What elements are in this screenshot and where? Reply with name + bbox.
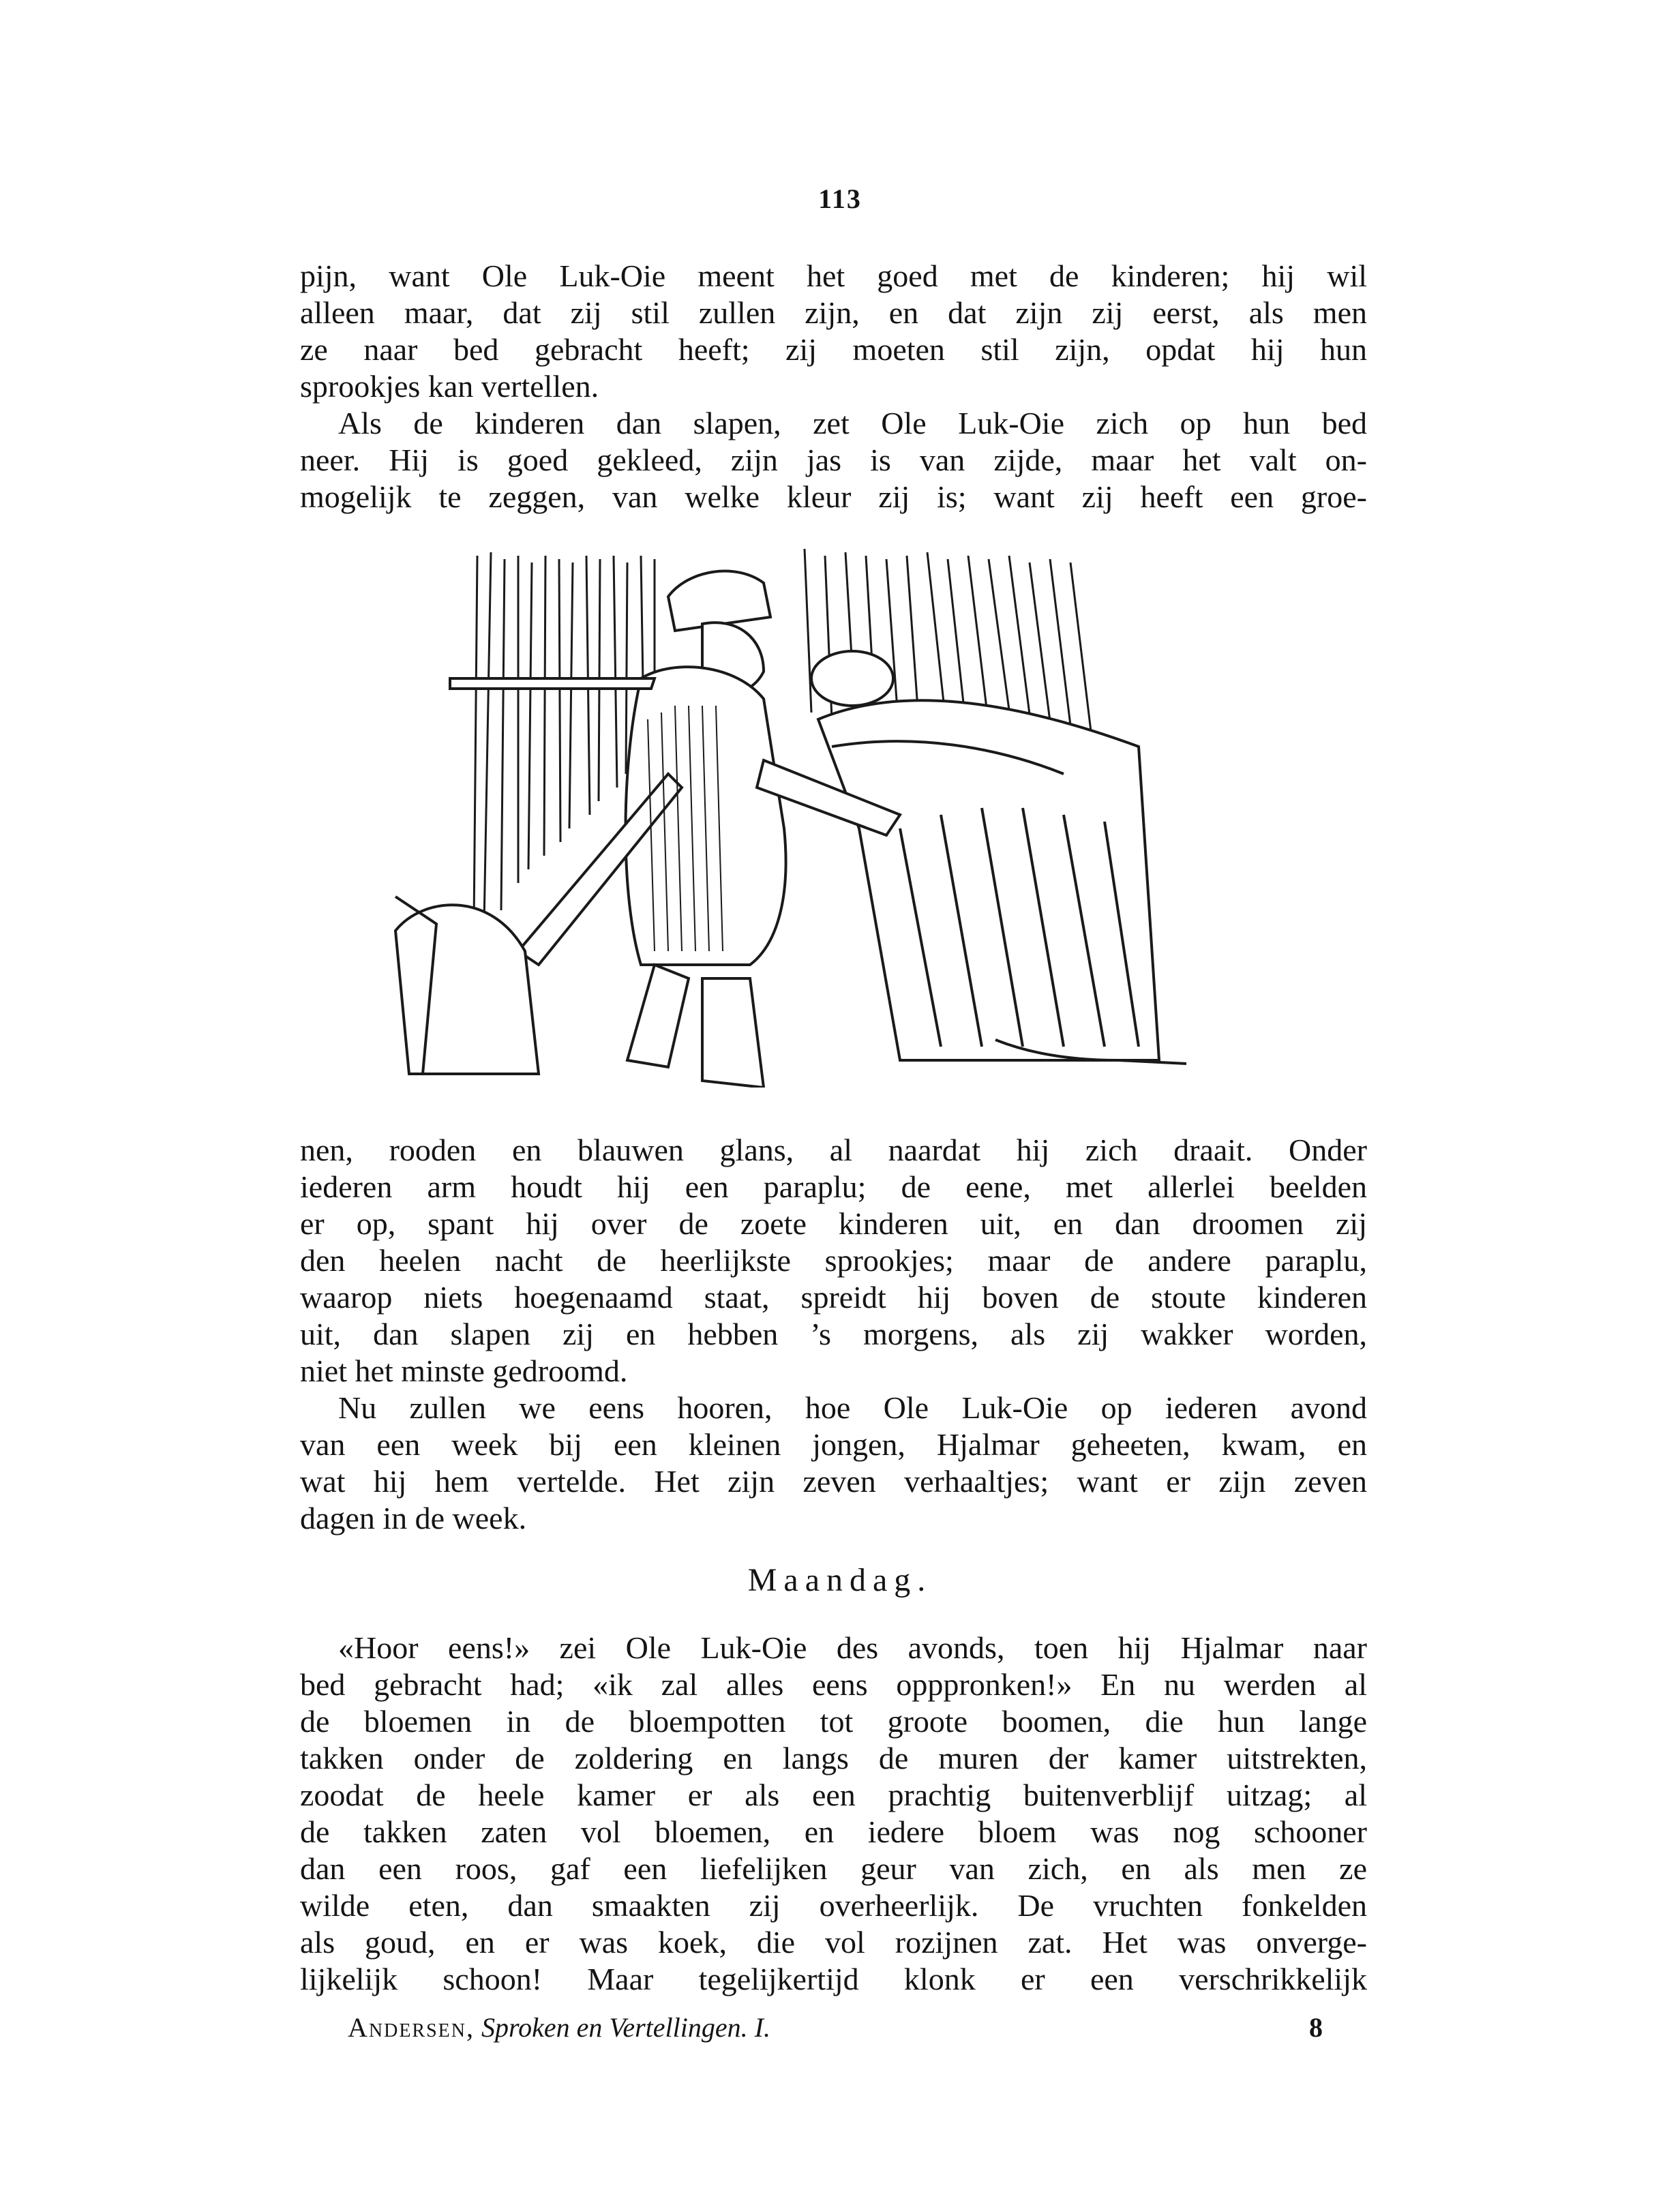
text-line: er op, spant hij over de zoete kinderen uit, en dan droomen zij bbox=[300, 1206, 1367, 1241]
text-line: wilde eten, dan smaakten zij overheerlijk. De vruchten fonkelden bbox=[300, 1888, 1367, 1923]
page-number: 113 bbox=[818, 183, 862, 214]
text-line: neer. Hij is goed gekleed, zijn jas is van zijde, maar het valt on- bbox=[300, 443, 1367, 477]
text-line: de bloemen in de bloempotten tot groote boomen, die hun lange bbox=[300, 1704, 1367, 1739]
bed bbox=[811, 651, 1159, 1060]
text-block-top bbox=[300, 258, 1367, 515]
text-line: niet het minste gedroomd. bbox=[300, 1353, 628, 1388]
footer-signature: 8 bbox=[1309, 2012, 1323, 2043]
text-line: Als de kinderen dan slapen, zet Ole Luk-Oie zich op hun bed bbox=[338, 406, 1367, 440]
text-line: den heelen nacht de heerlijkste sprookjes; maar de andere paraplu, bbox=[300, 1243, 1367, 1278]
chapter-heading: Maandag. bbox=[747, 1562, 933, 1598]
text-line: Nu zullen we eens hooren, hoe Ole Luk-Oie op iederen avond bbox=[338, 1390, 1367, 1425]
text-line: iederen arm houdt hij een paraplu; de eene, met allerlei beelden bbox=[300, 1169, 1367, 1204]
text-line: bed gebracht had; «ik zal alles eens opppronken!» En nu werden al bbox=[300, 1667, 1367, 1702]
text-line: wat hij hem vertelde. Het zijn zeven verhaaltjes; want er zijn zeven bbox=[300, 1464, 1367, 1499]
text-line: takken onder de zoldering en langs de muren der kamer uitstrekten, bbox=[300, 1741, 1367, 1775]
text-line: mogelijk te zeggen, van welke kleur zij is; want zij heeft een groe- bbox=[300, 479, 1367, 514]
text-line: lijkelijk schoon! Maar tegelijkertijd klonk er een verschrikkelijk bbox=[300, 1962, 1367, 1996]
text-line: de takken zaten vol bloemen, en iedere bloem was nog schooner bbox=[300, 1814, 1367, 1849]
chair-left bbox=[395, 897, 539, 1074]
text-line: dagen in de week. bbox=[300, 1501, 527, 1535]
footer-author: Andersen, bbox=[348, 2012, 475, 2043]
text-line: van een week bij een kleinen jongen, Hjalmar geheeten, kwam, en bbox=[300, 1427, 1367, 1462]
footer-title: Sproken en Vertellingen. I. bbox=[481, 2012, 770, 2043]
illustration bbox=[382, 542, 1220, 1088]
text-line: «Hoor eens!» zei Ole Luk-Oie des avonds, toen hij Hjalmar naar bbox=[338, 1630, 1367, 1665]
text-line: ze naar bed gebracht heeft; zij moeten stil zijn, opdat hij hun bbox=[300, 332, 1367, 367]
text-line: dan een roos, gaf een liefelijken geur van zich, en als men ze bbox=[300, 1851, 1367, 1886]
text-line: sprookjes kan vertellen. bbox=[300, 369, 599, 404]
text-line: pijn, want Ole Luk-Oie meent het goed met de kinderen; hij wil bbox=[300, 258, 1367, 293]
text-line: waarop niets hoegenaamd staat, spreidt hij boven de stoute kinderen bbox=[300, 1280, 1367, 1315]
page-footer bbox=[348, 2011, 1323, 2043]
text-block-bottom bbox=[300, 1630, 1367, 1998]
text-line: alleen maar, dat zij stil zullen zijn, en dat zijn zij eerst, als men bbox=[300, 295, 1367, 330]
text-block-middle bbox=[300, 1132, 1367, 1537]
text-line: uit, dan slapen zij en hebben ’s morgens, als zij wakker worden, bbox=[300, 1317, 1367, 1351]
text-line: als goud, en er was koek, die vol rozijnen zat. Het was onverge- bbox=[300, 1925, 1367, 1960]
text-line: nen, rooden en blauwen glans, al naardat hij zich draait. Onder bbox=[300, 1133, 1367, 1167]
text-line: zoodat de heele kamer er als een prachtig buitenverblijf uitzag; al bbox=[300, 1778, 1367, 1812]
